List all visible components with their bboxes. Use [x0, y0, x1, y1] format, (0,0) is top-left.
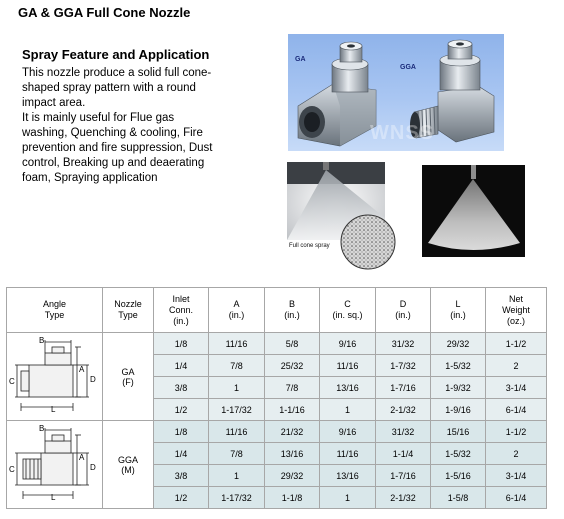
- table-cell: 9/16: [320, 421, 376, 443]
- table-row: [7, 333, 547, 355]
- table-cell: 1-7/16: [376, 465, 431, 487]
- spray-caption: Full cone spray: [289, 243, 330, 249]
- dim-label-c: C: [9, 376, 15, 386]
- table-cell: 15/16: [431, 421, 486, 443]
- header-inlet-conn: Inlet Conn. (in.): [154, 288, 209, 333]
- table-cell: 1-1/16: [265, 399, 320, 421]
- description-line: shaped spray pattern with a round: [22, 82, 196, 94]
- table-cell: 1/8: [154, 421, 209, 443]
- section-heading: Spray Feature and Application: [22, 47, 210, 62]
- dim-label-c: C: [9, 464, 15, 474]
- table-cell: 21/32: [265, 421, 320, 443]
- table-cell: 7/8: [265, 377, 320, 399]
- description-line: prevention and fire suppression, Dust: [22, 142, 213, 154]
- table-cell: 6-1/4: [486, 399, 547, 421]
- table-cell: 1-5/32: [431, 443, 486, 465]
- table-cell: 1-7/16: [376, 377, 431, 399]
- page-title: GA & GGA Full Cone Nozzle: [18, 5, 191, 20]
- table-cell: 6-1/4: [486, 487, 547, 509]
- table-cell: 2-1/32: [376, 399, 431, 421]
- ga-dimension-drawing: [7, 333, 103, 421]
- table-cell: 13/16: [265, 443, 320, 465]
- table-cell: 7/8: [209, 443, 265, 465]
- dim-label-b: B: [39, 335, 45, 345]
- table-cell: 1-9/32: [431, 377, 486, 399]
- header-b: B (in.): [265, 288, 320, 333]
- nozzle-type-cell: GA (F): [103, 333, 154, 421]
- table-cell: 1-1/8: [265, 487, 320, 509]
- dim-label-d: D: [90, 462, 96, 472]
- table-cell: 25/32: [265, 355, 320, 377]
- table-cell: 2: [486, 355, 547, 377]
- header-d: D (in.): [376, 288, 431, 333]
- table-cell: 1/4: [154, 355, 209, 377]
- nozzle-type-cell: GGA (M): [103, 421, 154, 509]
- gga-dimension-drawing: [7, 421, 103, 509]
- table-cell: 1-17/32: [209, 399, 265, 421]
- header-a: A (in.): [209, 288, 265, 333]
- table-cell: 3-1/4: [486, 377, 547, 399]
- header-net-weight: Net Weight (oz.): [486, 288, 547, 333]
- table-cell: 1/2: [154, 487, 209, 509]
- dim-label-a: A: [79, 452, 85, 462]
- spec-table: [6, 287, 547, 509]
- table-cell: 1-1/2: [486, 421, 547, 443]
- header-angle-type: Angle Type: [7, 288, 103, 333]
- description-line: foam, Spraying application: [22, 172, 158, 184]
- dim-label-l: L: [51, 492, 56, 502]
- product-photo: [288, 34, 504, 151]
- table-cell: 11/16: [209, 333, 265, 355]
- table-cell: 1-5/8: [431, 487, 486, 509]
- description-line: impact area.: [22, 97, 86, 109]
- table-cell: 31/32: [376, 333, 431, 355]
- table-cell: 1-5/32: [431, 355, 486, 377]
- table-cell: 7/8: [209, 355, 265, 377]
- table-cell: 29/32: [431, 333, 486, 355]
- description: [22, 66, 257, 186]
- table-cell: 1-1/4: [376, 443, 431, 465]
- spray-dark-image: [422, 165, 525, 257]
- dim-label-d: D: [90, 374, 96, 384]
- table-cell: 5/8: [265, 333, 320, 355]
- table-cell: 13/16: [320, 465, 376, 487]
- table-cell: 9/16: [320, 333, 376, 355]
- dim-label-a: A: [79, 364, 85, 374]
- table-cell: 11/16: [209, 421, 265, 443]
- header-nozzle-type: Nozzle Type: [103, 288, 154, 333]
- table-cell: 1-5/16: [431, 465, 486, 487]
- gga-photo-label: GGA: [400, 64, 416, 71]
- table-cell: 1/8: [154, 333, 209, 355]
- table-cell: 1-1/2: [486, 333, 547, 355]
- table-cell: 11/16: [320, 355, 376, 377]
- impact-pattern-image: [339, 213, 397, 271]
- table-cell: 1-7/32: [376, 355, 431, 377]
- table-row: [7, 421, 547, 443]
- table-cell: 11/16: [320, 443, 376, 465]
- spray-dark-illustration: [422, 165, 525, 257]
- description-line: It is mainly useful for Flue gas: [22, 112, 175, 124]
- header-c: C (in. sq.): [320, 288, 376, 333]
- table-cell: 1: [320, 487, 376, 509]
- table-cell: 2: [486, 443, 547, 465]
- table-cell: 3/8: [154, 465, 209, 487]
- table-cell: 1/2: [154, 399, 209, 421]
- table-cell: 31/32: [376, 421, 431, 443]
- dim-label-b: B: [39, 423, 45, 433]
- description-line: control, Breaking up and deaerating: [22, 157, 205, 169]
- table-cell: 3-1/4: [486, 465, 547, 487]
- table-cell: 1: [209, 465, 265, 487]
- table-cell: 1-17/32: [209, 487, 265, 509]
- table-cell: 1/4: [154, 443, 209, 465]
- dim-label-l: L: [51, 404, 56, 414]
- table-cell: 3/8: [154, 377, 209, 399]
- description-line: This nozzle produce a solid full cone-: [22, 67, 212, 79]
- header-l: L (in.): [431, 288, 486, 333]
- description-line: washing, Quenching & cooling, Fire: [22, 127, 203, 139]
- table-cell: 13/16: [320, 377, 376, 399]
- table-cell: 1: [209, 377, 265, 399]
- table-cell: 1-9/16: [431, 399, 486, 421]
- ga-photo-label: GA: [295, 56, 306, 63]
- impact-pattern-illustration: [339, 213, 397, 271]
- table-cell: 29/32: [265, 465, 320, 487]
- table-header-row: [7, 288, 547, 333]
- watermark: WNSS: [370, 122, 434, 144]
- table-cell: 1: [320, 399, 376, 421]
- table-cell: 2-1/32: [376, 487, 431, 509]
